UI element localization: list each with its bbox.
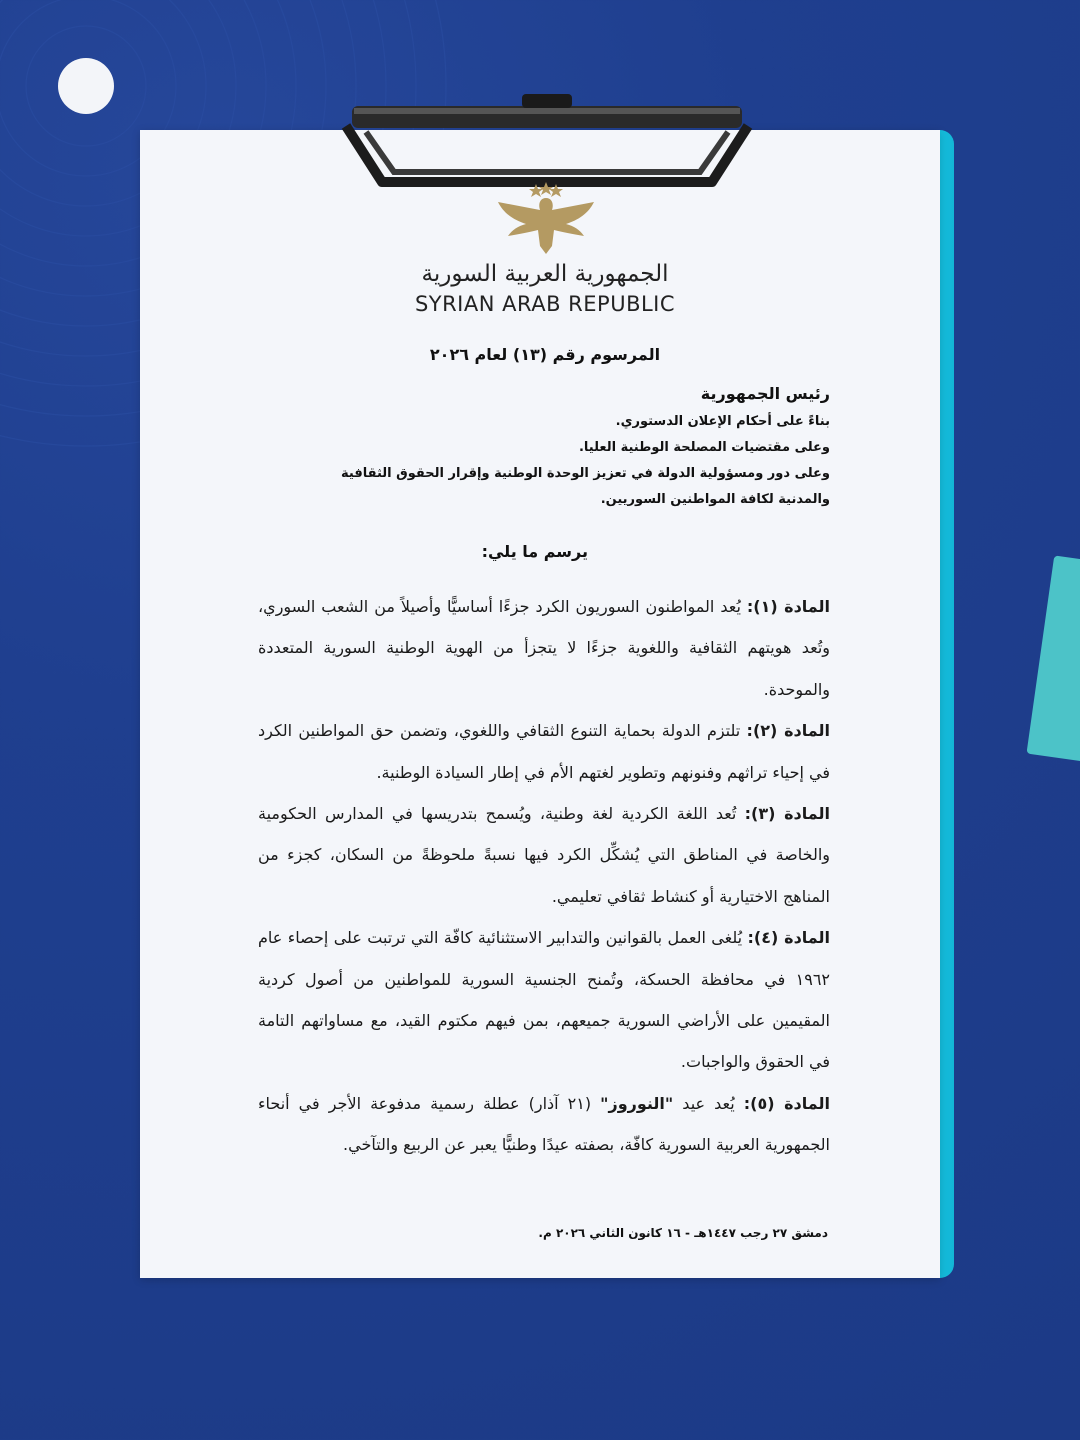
republic-name-arabic: الجمهورية العربية السورية <box>421 261 669 287</box>
president-heading: رئيس الجمهورية <box>700 384 830 403</box>
decorative-dot <box>58 58 114 114</box>
article-text: يُعد المواطنون السوريون الكرد جزءًا أساسيًّا وأصيلاً من الشعب السوري، وتُعد هويتهم الثقافية واللغوية جزءًا لا يتجزأ من الهوية الوطنية السورية المتعددة والموحدة. <box>258 597 830 699</box>
article-3 <box>258 793 830 917</box>
article-text: تلتزم الدولة بحماية التنوع الثقافي واللغوي، وتضمن حق المواطنين الكرد في إحياء تراثهم وفنونهم وتطوير لغتهم الأم في إطار السيادة الوطنية. <box>258 721 830 782</box>
article-text: (٢١ آذار) عطلة رسمية مدفوعة الأجر في أنحاء الجمهورية العربية السورية كافّة، بصفته عيدًا وطنيًّا يعبر عن الربيع والتآخي. <box>258 1093 830 1155</box>
issues-heading: يرسم ما يلي: <box>481 542 588 561</box>
date-footer: دمشق ٢٧ رجب ١٤٤٧هـ - ١٦ كانون الثاني ٢٠٢٦ م. <box>538 1226 828 1240</box>
preamble-line: وعلى دور ومسؤولية الدولة في تعزيز الوحدة الوطنية وإقرار الحقوق الثقافية والمدنية لكافة المواطنين السوريين. <box>341 466 830 507</box>
article-5 <box>258 1083 830 1166</box>
article-text: يُعد عيد <box>682 1093 735 1113</box>
articles-list <box>258 586 830 1166</box>
clipboard-clip-icon <box>332 92 762 188</box>
article-text: تُعد اللغة الكردية لغة وطنية، ويُسمح بتدريسها في المدارس الحكومية والخاصة في المناطق التي يُشكِّل الكرد فيها نسبةً ملحوظةً من السكان، كجزء من المناهج الاختيارية أو كنشاط ثقافي تعليمي. <box>258 804 830 906</box>
article-label: المادة (١): <box>746 597 831 616</box>
preamble-line: بناءً على أحكام الإعلان الدستوري. <box>615 414 830 429</box>
preamble-line: وعلى مقتضيات المصلحة الوطنية العليا. <box>578 440 830 455</box>
article-label: المادة (٣): <box>744 804 830 824</box>
article-4 <box>258 917 830 1083</box>
eagle-emblem-icon <box>496 180 596 256</box>
republic-name-english: SYRIAN ARAB REPUBLIC <box>414 292 676 316</box>
article-2 <box>258 710 830 793</box>
decree-title: المرسوم رقم (١٣) لعام ٢٠٢٦ <box>429 345 661 364</box>
preamble <box>290 384 830 513</box>
article-1 <box>258 586 830 710</box>
article-label: المادة (٢): <box>746 721 830 741</box>
decorative-teal-card <box>1026 555 1080 764</box>
newroz-highlight: "النوروز" <box>600 1093 674 1113</box>
article-text: يُلغى العمل بالقوانين والتدابير الاستثنائية كافّة التي ترتبت على إحصاء عام ١٩٦٢ في محافظة الحسكة، وتُمنح الجنسية السورية للمواطنين من أصول كردية المقيمين على الأراضي السورية جميعهم، بمن فيهم مكتوم القيد، مع مساواتهم التامة في الحقوق والواجبات. <box>258 928 830 1072</box>
article-label: المادة (٤): <box>747 928 831 948</box>
article-label: المادة (٥): <box>743 1093 830 1113</box>
